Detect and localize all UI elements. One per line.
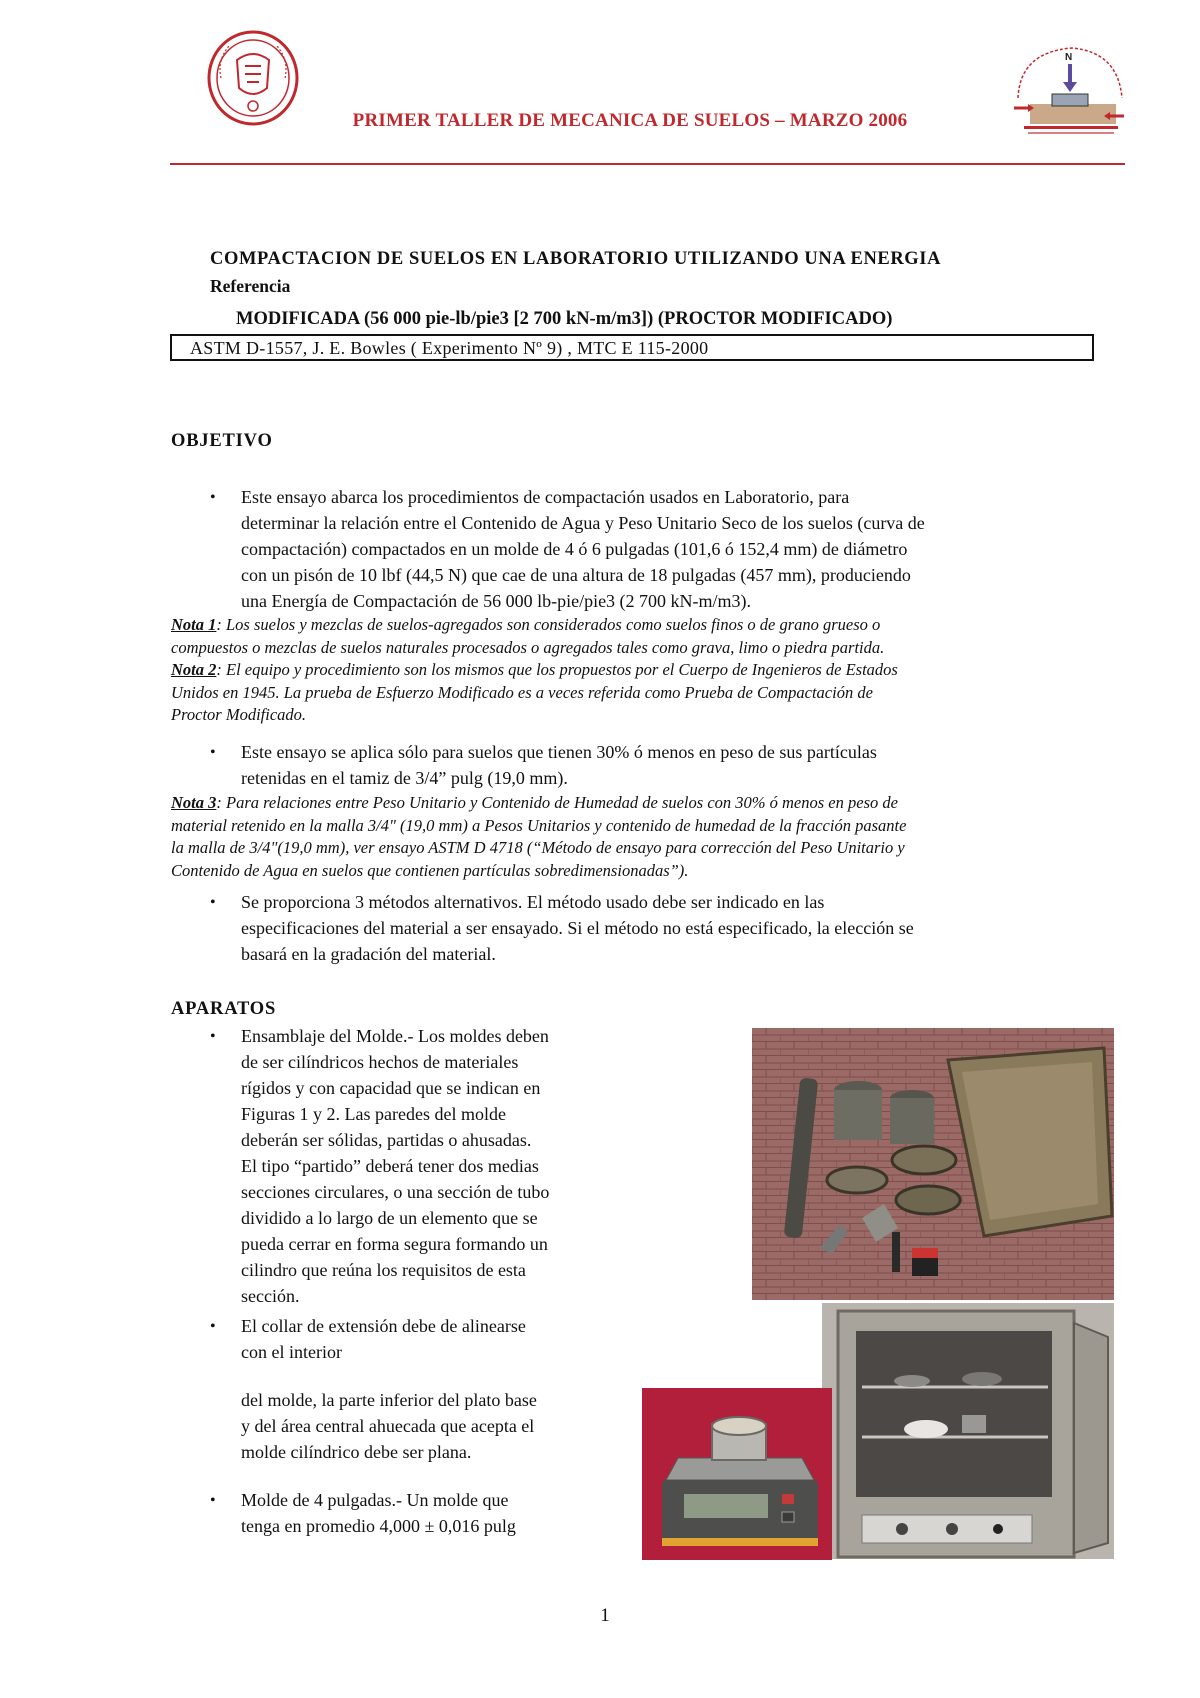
reference-label: Referencia (210, 276, 291, 296)
document-title: COMPACTACION DE SUELOS EN LABORATORIO UTILIZANDO UNA ENERGIA (210, 249, 942, 269)
nota-3 (171, 792, 1091, 882)
text-line: Proctor Modificado. (171, 705, 307, 724)
text-line: de ser cilíndricos hechos de materiales (241, 1052, 519, 1072)
text-line: El tipo “partido” deberá tener dos medias (241, 1156, 539, 1176)
text-line: molde cilíndrico debe ser plana. (241, 1442, 472, 1462)
text-line: del molde, la parte inferior del plato base (241, 1390, 537, 1410)
text-line: compuestos o mezclas de suelos naturales procesados o agregados tales como grava, limo o piedra partida. (171, 637, 885, 657)
text-line: con un pisón de 10 lbf (44,5 N) que cae de una altura de 18 pulgadas (457 mm), produciendo (241, 565, 911, 585)
soil-mechanics-lab-logo-icon (1010, 42, 1128, 142)
text-line: El collar de extensión debe de alinearse (241, 1316, 526, 1336)
text-line: una Energía de Compactación de 56 000 lb-pie/pie3 (2 700 kN-m/m3). (241, 591, 752, 611)
nota-label: Nota 1 (171, 615, 217, 634)
reference-box: ASTM D-1557, J. E. Bowles ( Experimento Nº 9) , MTC E 115-2000 (170, 334, 1094, 361)
nota-label: Nota 2 (171, 660, 217, 679)
objetivo-bullet-1 (241, 484, 1093, 614)
document-title-continued: MODIFICADA (56 000 pie-lb/pie3 [2 700 kN-m/m3]) (PROCTOR MODIFICADO) (236, 309, 893, 329)
svg-text:N: N (1065, 52, 1073, 63)
drying-oven-photo-icon (822, 1303, 1114, 1559)
text-line: Molde de 4 pulgadas.- Un molde que (241, 1490, 509, 1510)
header-divider (170, 163, 1125, 165)
text-line: : El equipo y procedimiento son los mismos que los propuestos por el Cuerpo de Ingenieros de Estados (216, 660, 898, 679)
text-line: especificaciones del material a ser ensayado. Si el método no está especificado, la elección se (241, 918, 914, 938)
nota-2 (171, 659, 1091, 727)
bullet-icon: • (210, 1028, 216, 1045)
aparatos-bullet-2-continued (241, 1387, 625, 1465)
bullet-icon: • (210, 1492, 216, 1509)
section-heading-objetivo: OBJETIVO (171, 431, 273, 451)
section-heading-aparatos: APARATOS (171, 999, 277, 1019)
text-line: tenga en promedio 4,000 ± 0,016 pulg (241, 1516, 516, 1536)
aparatos-bullet-3 (241, 1487, 625, 1539)
text-line: material retenido en la malla 3/4" (19,0 mm) a Pesos Unitarios y contenido de humedad de la fracción pasante (171, 815, 907, 835)
text-line: Ensamblaje del Molde.- Los moldes deben (241, 1026, 549, 1046)
nota-1 (171, 614, 1091, 659)
bullet-icon: • (210, 744, 216, 761)
text-line: Este ensayo abarca los procedimientos de compactación usados en Laboratorio, para (241, 487, 850, 507)
text-line: retenidas en el tamiz de 3/4” pulg (19,0 mm). (241, 768, 568, 788)
objetivo-bullet-3 (241, 889, 1093, 967)
text-line: y del área central ahuecada que acepta el (241, 1416, 535, 1436)
text-line: deberán ser sólidas, partidas o ahusadas. (241, 1130, 532, 1150)
text-line: Contenido de Agua en suelos que contienen partículas sobredimensionadas”). (171, 860, 689, 880)
aparatos-bullet-2 (241, 1313, 625, 1365)
objetivo-bullet-2 (241, 739, 1093, 791)
university-seal-icon (207, 30, 299, 126)
text-line: sección. (241, 1286, 300, 1306)
text-line: : Los suelos y mezclas de suelos-agregados son considerados como suelos finos o de grano grueso o (216, 615, 881, 634)
digital-scale-photo-icon (642, 1388, 832, 1560)
text-line: pueda cerrar en forma segura formando un (241, 1234, 548, 1254)
bullet-icon: • (210, 489, 216, 506)
header-title: PRIMER TALLER DE MECANICA DE SUELOS – MARZO 2006 (352, 110, 908, 131)
text-line: Se proporciona 3 métodos alternativos. El método usado debe ser indicado en las (241, 892, 825, 912)
text-line: rígidos y con capacidad que se indican en (241, 1078, 541, 1098)
text-line: Este ensayo se aplica sólo para suelos que tienen 30% ó menos en peso de sus partículas (241, 742, 877, 762)
text-line: cilindro que reúna los requisitos de esta (241, 1260, 526, 1280)
text-line: basará en la gradación del material. (241, 944, 496, 964)
compaction-equipment-photo-icon (752, 1028, 1114, 1300)
text-line: Unidos en 1945. La prueba de Esfuerzo Modificado es a veces referida como Prueba de Compactación de (171, 682, 873, 702)
text-line: Figuras 1 y 2. Las paredes del molde (241, 1104, 506, 1124)
text-line: la malla de 3/4"(19,0 mm), ver ensayo ASTM D 4718 (“Método de ensayo para corrección del Peso Unitario y (171, 838, 905, 857)
bullet-icon: • (210, 1318, 216, 1335)
text-line: compactación) compactados en un molde de 4 ó 6 pulgadas (101,6 ó 152,4 mm) de diámetro (241, 539, 908, 559)
page-number: 1 (600, 1605, 610, 1626)
text-line: : Para relaciones entre Peso Unitario y Contenido de Humedad de suelos con 30% ó menos en peso de (216, 793, 898, 812)
text-line: determinar la relación entre el Contenido de Agua y Peso Unitario Seco de los suelos (curva de (241, 513, 925, 533)
aparatos-bullet-1 (241, 1023, 625, 1309)
text-line: dividido a lo largo de un elemento que se (241, 1208, 538, 1228)
text-line: secciones circulares, o una sección de tubo (241, 1182, 550, 1202)
nota-label: Nota 3 (171, 793, 217, 812)
text-line: con el interior (241, 1342, 342, 1362)
bullet-icon: • (210, 894, 216, 911)
